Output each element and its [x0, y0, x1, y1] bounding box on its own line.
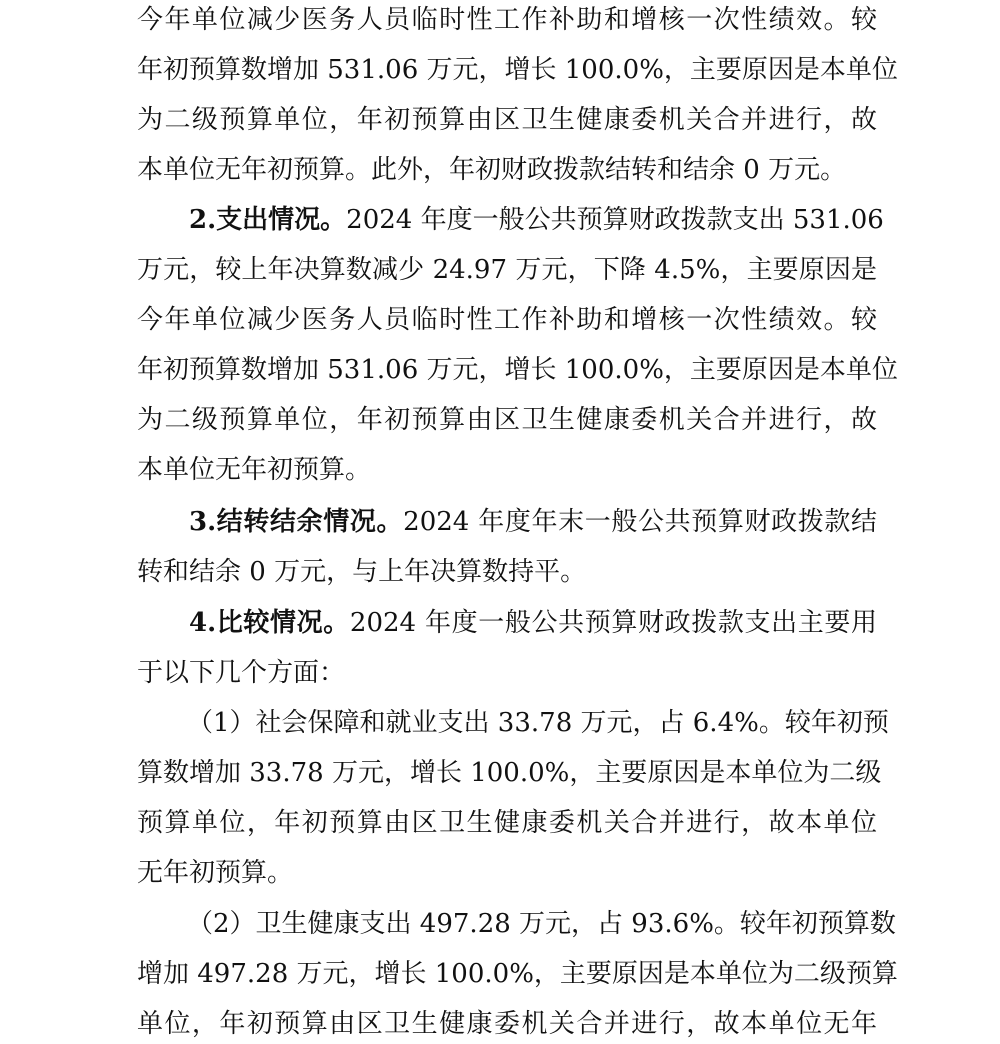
paragraph-text: 2024 年度一般公共预算财政拨款支出主要用 — [349, 608, 877, 638]
paragraph-line: 年初预算数增加 531.06 万元，增长 100.0%，主要原因是本单位 — [137, 355, 898, 385]
paragraph-line: 本单位无年初预算。此外，年初财政拨款结转和结余 0 万元。 — [137, 155, 847, 185]
paragraph-line: 转和结余 0 万元，与上年决算数持平。 — [137, 557, 587, 587]
paragraph-line: 万元，较上年决算数减少 24.97 万元，下降 4.5%，主要原因是 — [137, 255, 877, 285]
paragraph-line: 无年初预算。 — [137, 858, 294, 888]
section-heading-line — [189, 200, 884, 240]
section-heading-comparison: 4.比较情况。 — [189, 608, 350, 638]
section-heading-line — [189, 502, 877, 542]
list-item-line: （2）卫生健康支出 497.28 万元，占 93.6%。较年初预算数 — [187, 909, 896, 939]
section-heading-carryover: 3.结转结余情况。 — [189, 507, 404, 537]
paragraph-line: 为二级预算单位，年初预算由区卫生健康委机关合并进行，故 — [137, 105, 877, 135]
paragraph-line: 今年单位减少医务人员临时性工作补助和增核一次性绩效。较 — [137, 305, 877, 335]
paragraph-line: 增加 497.28 万元，增长 100.0%，主要原因是本单位为二级预算 — [137, 959, 898, 989]
paragraph-line: 于以下几个方面： — [137, 658, 346, 688]
list-item-line: （1）社会保障和就业支出 33.78 万元，占 6.4%。较年初预 — [187, 708, 889, 738]
section-heading-line — [189, 603, 877, 643]
section-heading-expenditure: 2.支出情况。 — [189, 205, 347, 235]
paragraph-line: 本单位无年初预算。 — [137, 455, 372, 485]
paragraph-text: 2024 年度一般公共预算财政拨款支出 531.06 — [346, 205, 884, 235]
paragraph-line: 算数增加 33.78 万元，增长 100.0%，主要原因是本单位为二级 — [137, 758, 882, 788]
paragraph-text: 2024 年度年末一般公共预算财政拨款结 — [403, 507, 877, 537]
paragraph-line: 今年单位减少医务人员临时性工作补助和增核一次性绩效。较 — [137, 5, 877, 35]
paragraph-line: 为二级预算单位，年初预算由区卫生健康委机关合并进行，故 — [137, 405, 877, 435]
paragraph-line: 预算单位，年初预算由区卫生健康委机关合并进行，故本单位 — [137, 808, 877, 838]
paragraph-line: 年初预算数增加 531.06 万元，增长 100.0%，主要原因是本单位 — [137, 55, 898, 85]
paragraph-line: 单位，年初预算由区卫生健康委机关合并进行，故本单位无年 — [137, 1009, 877, 1039]
